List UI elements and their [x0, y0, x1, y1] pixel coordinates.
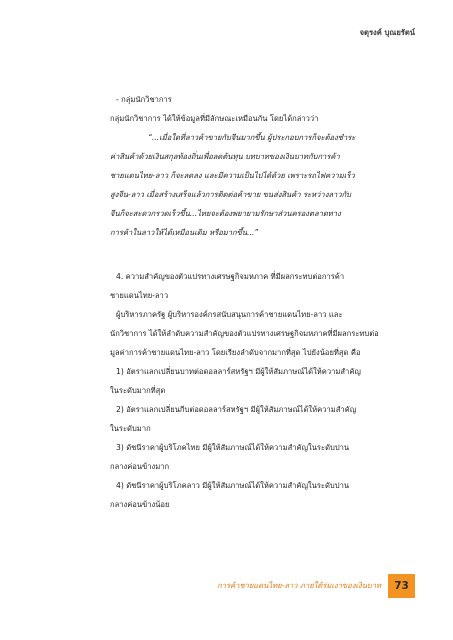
- list-item: 2) อัตราแลกเปลี่ยนกีบต่อดอลลาร์สหรัฐฯ มีผู้ให้สัมภาษณ์ได้ให้ความสำคัญ: [116, 405, 357, 414]
- quote-line: “...เมื่อใดที่ลาวค้าขายกับจีนมากขึ้น ผู้ประกอบการก็จะต้องชำระ: [148, 133, 356, 142]
- document-body: [110, 0, 406, 640]
- page-number-badge: [388, 574, 415, 598]
- list-item-cont: กลางค่อนข้างน้อย: [110, 500, 170, 509]
- paragraph-line: กลุ่มนักวิชาการ ได้ให้ข้อมูลที่มีลักษณะเหมือนกัน โดยได้กล่าวว่า: [110, 114, 319, 123]
- section-heading: 4. ความสำคัญของตัวแปรทางเศรษฐกิจมหภาค ที่มีผลกระทบต่อการค้า: [116, 272, 345, 281]
- footer-book-title: การค้าชายแดนไทย-ลาว ภายใต้ร่มเงาของเงินบาท: [217, 581, 381, 590]
- quote-line: สูงจีน-ลาว เมื่อสร้างเสร็จแล้วการติดต่อค้าขาย ขนส่งสินค้า ระหว่างลาวกับ: [110, 190, 352, 199]
- section-heading-cont: ชายแดนไทย-ลาว: [110, 291, 169, 300]
- list-item: 1) อัตราแลกเปลี่ยนบาทต่อดอลลาร์สหรัฐฯ มีผู้ให้สัมภาษณ์ได้ให้ความสำคัญ: [116, 367, 361, 376]
- list-item: 4) ดัชนีราคาผู้บริโภคลาว มีผู้ให้สัมภาษณ์ได้ให้ความสำคัญในระดับปาน: [116, 481, 350, 490]
- quote-line: ค่าสินค้าด้วยเงินสกุลท้องถิ่นเพื่อลดต้นทุน บทบาทของเงินบาทกับการค้า: [110, 152, 340, 161]
- paragraph-line: ผู้บริหารภาครัฐ ผู้บริหารองค์กรสนับสนุนการค้าชายแดนไทย-ลาว และ: [116, 310, 343, 319]
- quote-line: จีนก็จะสะดวกรวดเร็วขึ้น...ไทยจะต้องพยายามรักษาส่วนครองตลาดทาง: [110, 209, 341, 218]
- paragraph-line: มูลค่าการค้าชายแดนไทย-ลาว โดยเรียงลำดับจากมากที่สุด ไปยังน้อยที่สุด คือ: [110, 348, 361, 357]
- page-number: 73: [394, 580, 409, 592]
- quote-line: การค้าในลาวให้ได้เหมือนเดิม หรือมากขึ้น...”: [110, 228, 259, 237]
- list-item-cont: ในระดับมาก: [110, 424, 151, 433]
- running-header-author: จตุรงค์ บุณยรัตน์: [359, 28, 415, 37]
- page-footer: [0, 574, 453, 598]
- list-item-cont: ในระดับมากที่สุด: [110, 386, 166, 395]
- paragraph-line: นักวิชาการ ได้ให้ลำดับความสำคัญของตัวแปรทางเศรษฐกิจมหภาคที่มีผลกระทบต่อ: [110, 329, 379, 338]
- quote-line: ชายแดนไทย-ลาว ก็จะลดลง และมีความเป็นไปได้ด้วย เพราะรถไฟความเร็ว: [110, 171, 355, 180]
- subheading-academics: - กลุ่มนักวิชาการ: [116, 95, 172, 104]
- list-item-cont: กลางค่อนข้างมาก: [110, 462, 170, 471]
- list-item: 3) ดัชนีราคาผู้บริโภคไทย มีผู้ให้สัมภาษณ์ได้ให้ความสำคัญในระดับปาน: [116, 443, 350, 452]
